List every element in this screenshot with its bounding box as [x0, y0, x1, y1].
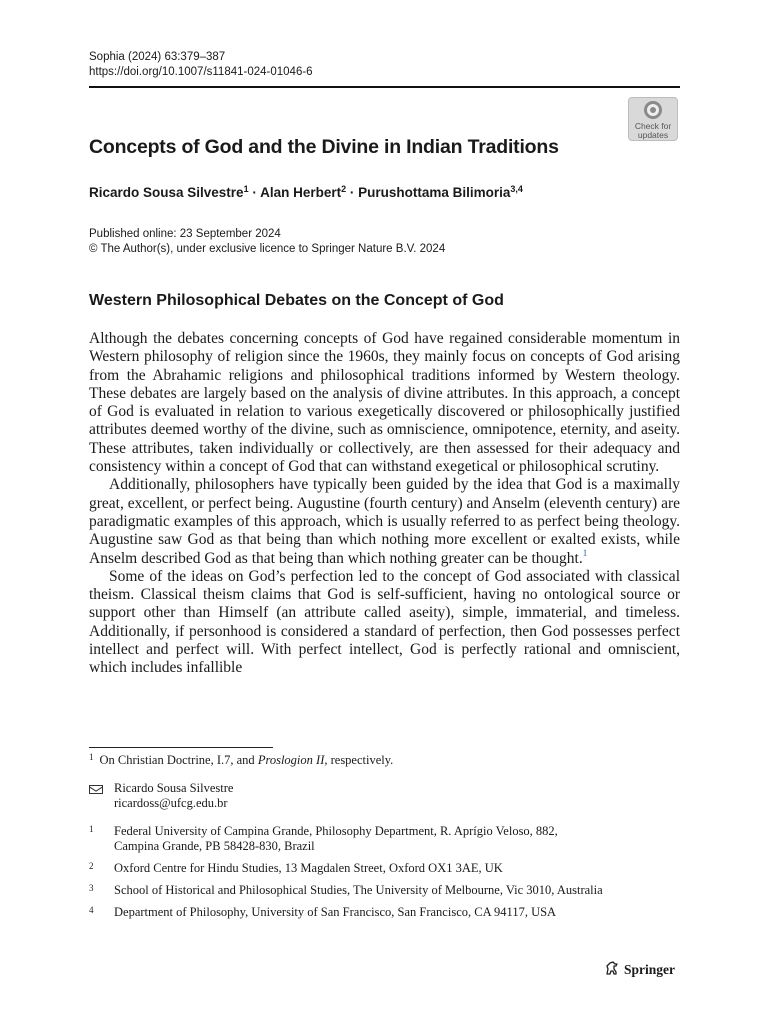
footnote-reference[interactable]: 1 — [582, 547, 588, 558]
affiliation-number: 3 — [89, 883, 94, 893]
paragraph-text: Additionally, philosophers have typically been guided by the idea that God is a maximally great, excellent, or perfect being. Augustine (fourth century) and Anselm (eleventh century) are paradigmatic examples of this approach, which is usually referred to as perfect being theology. Augustine saw God as that being than which nothing more excellent or exalted exists, while Anselm described God as that being than which nothing greater can be thought. — [89, 476, 680, 567]
footnote — [89, 752, 393, 768]
footnote-number: 1 — [89, 752, 94, 762]
publisher-name: Springer — [624, 962, 676, 977]
check-for-updates-badge[interactable] — [628, 97, 678, 141]
section-heading: Western Philosophical Debates on the Concept of God — [89, 292, 504, 309]
affiliation-number: 1 — [89, 824, 94, 834]
footnote-text: On Christian Doctrine, I.7, and — [99, 753, 258, 767]
author-separator: · — [346, 185, 359, 200]
doi-link[interactable]: https://doi.org/10.1007/s11841-024-01046-6 — [89, 65, 313, 78]
affiliation-number: 2 — [89, 861, 94, 871]
body-paragraph: Although the debates concerning concepts of God have regained considerable momentum in Western philosophy of religion since the 1960s, they mainly focus on concepts of God arising from the Abrahamic religions and philosophical traditions informed by Western theology. These debates are largely based on the analysis of divine attributes. In this approach, a concept of God is evaluated in relation to various exegetically discovered or philosophically justified attributes deemed worthy of the divine, such as omniscience, omnipotence, eternity, and aseity. These attributes, taken individually or collectively, are then assessed for their adequacy and consistency within a concept of God that can withstand exegetical or philosophical scrutiny. — [89, 330, 680, 476]
author-name[interactable]: Alan Herbert — [260, 185, 342, 200]
springer-horse-icon — [604, 960, 620, 976]
author-name[interactable]: Ricardo Sousa Silvestre — [89, 185, 244, 200]
affiliation-text: Oxford Centre for Hindu Studies, 13 Magdalen Street, Oxford OX1 3AE, UK — [114, 861, 503, 875]
footnote-rule — [89, 747, 273, 748]
copyright-notice: © The Author(s), under exclusive licence to Springer Nature B.V. 2024 — [89, 243, 446, 255]
author-separator: · — [248, 185, 261, 200]
affiliation-text: Federal University of Campina Grande, Philosophy Department, R. Aprígio Veloso, 882, — [114, 824, 558, 838]
article-body — [89, 330, 680, 678]
affiliation-number: 4 — [89, 905, 94, 915]
body-paragraph: Some of the ideas on God’s perfection led to the concept of God associated with classical theism. Classical theism claims that God is self-sufficient, having no ontological source or support other than Himself (an attribute called aseity), simple, immaterial, and timeless. Additionally, if personhood is considered a standard of perfection, then God possesses perfect intellect and perfect will. With perfect intellect, God is perfectly rational and omniscient, which includes infallible — [89, 567, 680, 677]
affiliation-text: Campina Grande, PB 58428-830, Brazil — [114, 839, 315, 853]
envelope-icon — [89, 785, 103, 794]
affiliation-text: School of Historical and Philosophical Studies, The University of Melbourne, Vic 3010, Australia — [114, 883, 603, 897]
check-for-updates-icon — [644, 101, 662, 119]
author-affiliation-ref: 2 — [341, 184, 347, 194]
header-rule — [89, 86, 680, 88]
author-list — [89, 184, 523, 200]
article-title: Concepts of God and the Divine in Indian Traditions — [89, 136, 559, 158]
affiliation-text: Department of Philosophy, University of San Francisco, San Francisco, CA 94117, USA — [114, 905, 557, 919]
journal-header — [89, 50, 313, 79]
badge-line-2: updates — [637, 130, 669, 140]
publisher-logo — [604, 960, 675, 978]
contact-name: Ricardo Sousa Silvestre — [114, 781, 234, 795]
publication-info — [89, 227, 445, 257]
footnote-text-end: , respectively. — [324, 753, 394, 767]
badge-line-1: Check for — [634, 121, 672, 131]
author-affiliation-ref: 1 — [243, 184, 249, 194]
author-name[interactable]: Purushottama Bilimoria — [358, 185, 511, 200]
contact-email[interactable]: ricardoss@ufcg.edu.br — [114, 796, 228, 810]
author-affiliation-ref: 3,4 — [510, 184, 523, 194]
published-date: Published online: 23 September 2024 — [89, 228, 281, 240]
footnote-title: Proslogion II — [257, 753, 325, 767]
journal-citation: Sophia (2024) 63:379–387 — [89, 51, 226, 63]
body-paragraph — [89, 476, 680, 567]
